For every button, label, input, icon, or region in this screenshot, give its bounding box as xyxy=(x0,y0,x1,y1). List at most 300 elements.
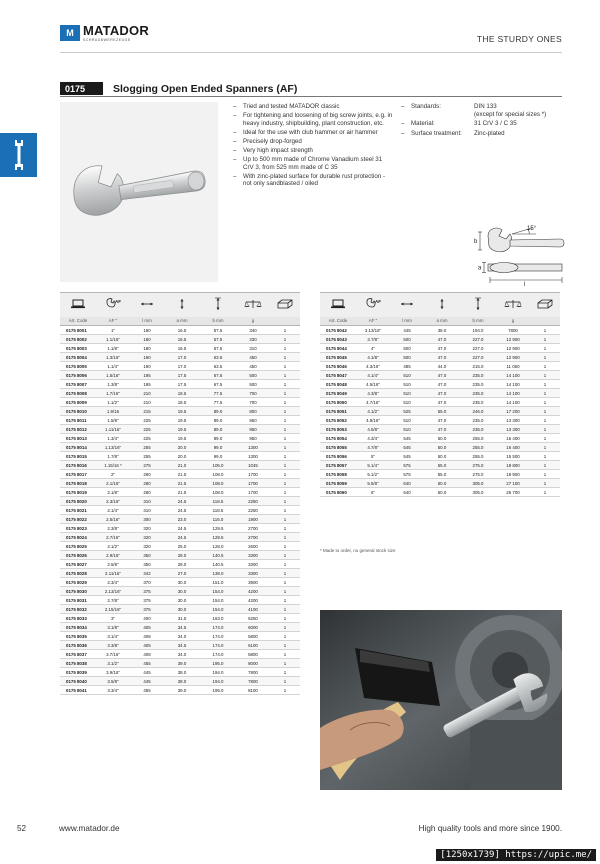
table-row xyxy=(320,353,560,362)
cell-qty: 1 xyxy=(270,659,300,668)
cell-length: 408 xyxy=(143,633,151,639)
cell-af: 4.1/2" xyxy=(356,407,390,416)
svg-text:AF: AF xyxy=(115,299,121,305)
cell-length: 375 xyxy=(143,597,151,603)
cell-length: 445 xyxy=(403,327,411,333)
table-row xyxy=(320,479,560,488)
cell-qty: 1 xyxy=(270,425,300,434)
cell-af: 5.1/2" xyxy=(367,471,379,477)
cell-qty: 1 xyxy=(543,453,547,459)
cell-code: 0175 8037 xyxy=(66,651,87,657)
cell-af: 3.7/16" xyxy=(106,651,120,657)
cell-af: 4.3/16" xyxy=(366,363,380,369)
cell-a: 44.0 xyxy=(437,363,447,369)
cell-qty: 1 xyxy=(530,443,560,452)
cell-qty: 1 xyxy=(283,489,287,495)
cell-af: 3" xyxy=(110,615,115,621)
cell-qty: 1 xyxy=(530,425,560,434)
cell-length: 510 xyxy=(403,399,411,405)
feature-item: – For tightening and loosening of big screw joints, e.g. in heavy industry, shipbuilding, plant construction, etc. xyxy=(233,112,393,127)
spec-surface xyxy=(401,130,571,138)
cell-qty: 1 xyxy=(270,335,300,344)
cell-weight: 500 xyxy=(236,371,270,380)
cell-b: 215.0 xyxy=(472,363,484,369)
cell-b: 154.0 xyxy=(212,597,224,603)
table-row xyxy=(60,686,300,695)
cell-b: 174.0 xyxy=(212,633,224,639)
cell-length: 190 xyxy=(130,353,164,362)
table-row xyxy=(60,488,300,497)
table-row xyxy=(60,569,300,578)
cell-b: 57.5 xyxy=(200,335,236,344)
cell-length: 455 xyxy=(130,659,164,668)
cell-af: 4.5/8" xyxy=(356,425,390,434)
cell-qty: 1 xyxy=(270,371,300,380)
cell-qty: 1 xyxy=(270,677,300,686)
cell-qty: 1 xyxy=(543,381,547,387)
cell-b: 128.0 xyxy=(212,543,224,549)
angle-label: 15° xyxy=(527,226,537,232)
table-row xyxy=(60,515,300,524)
cell-weight: 950 xyxy=(249,417,257,423)
cell-af: 4.7/8" xyxy=(356,443,390,452)
cell-code: 0175 8036 xyxy=(60,641,96,650)
cell-af: 1.1/16" xyxy=(96,335,130,344)
spec-material xyxy=(401,120,571,128)
cell-length: 510 xyxy=(403,381,411,387)
cell-qty: 1 xyxy=(283,687,287,693)
cell-qty: 1 xyxy=(530,407,560,416)
cell-length: 405 xyxy=(130,623,164,632)
cell-weight: 7800 xyxy=(236,677,270,686)
cell-weight: 8000 xyxy=(236,659,270,668)
cell-b: 246.0 xyxy=(460,407,496,416)
cell-b: 57.5 xyxy=(213,345,223,351)
cell-af: 4.1/8" xyxy=(356,353,390,362)
cell-code: 0175 8059 xyxy=(320,479,356,488)
cell-b: 194.0 xyxy=(200,677,236,686)
cell-weight: 330 xyxy=(236,335,270,344)
cell-a: 47.0 xyxy=(437,417,447,423)
cell-weight: 14 100 xyxy=(496,371,530,380)
cell-qty: 1 xyxy=(283,597,287,603)
cell-af: 3.13/16" xyxy=(364,327,382,333)
cell-qty: 1 xyxy=(543,345,547,351)
cell-b: 195.0 xyxy=(200,659,236,668)
table-row xyxy=(60,335,300,344)
cell-a: 21.5 xyxy=(164,479,200,488)
table-row xyxy=(320,488,560,497)
brand-subtitle: SCHRAUBWERKZEUGE xyxy=(83,38,131,42)
cell-a: 60.0 xyxy=(424,479,460,488)
cell-qty: 1 xyxy=(283,435,287,441)
cell-code: 0175 8005 xyxy=(66,363,87,369)
cell-code: 0175 8058 xyxy=(326,471,347,477)
table-header-row xyxy=(320,317,560,326)
cell-af: 2.7/16" xyxy=(96,533,130,542)
cell-b: 108.0 xyxy=(212,489,224,495)
cell-weight: 11 050 xyxy=(506,363,520,369)
cell-af: 2.1/8" xyxy=(107,489,119,495)
table-row xyxy=(60,605,300,614)
cell-code: 0175 8046 xyxy=(326,363,347,369)
cell-code: 0175 8012 xyxy=(60,425,96,434)
cell-qty: 1 xyxy=(270,605,300,614)
cell-code: 0175 8042 xyxy=(326,327,347,333)
cell-code: 0175 8055 xyxy=(320,443,356,452)
cell-b: 89.0 xyxy=(200,425,236,434)
cell-length: 190 xyxy=(143,363,151,369)
cell-weight: 3300 xyxy=(248,561,258,567)
cell-weight: 950 xyxy=(249,435,257,441)
cell-a: 34.5 xyxy=(164,623,200,632)
cell-weight: 1700 xyxy=(236,479,270,488)
cell-weight: 1900 xyxy=(236,515,270,524)
cell-weight: 2700 xyxy=(248,525,258,531)
col-header-qty xyxy=(530,317,560,326)
cell-weight: 310 xyxy=(249,345,257,351)
header-divider xyxy=(60,52,562,53)
cell-af: 4.3/8" xyxy=(356,389,390,398)
scale-icon xyxy=(496,293,530,317)
table-row xyxy=(60,407,300,416)
spec-label: – Surface treatment: xyxy=(401,130,474,138)
col-header-weight: g xyxy=(236,317,270,326)
table-row xyxy=(320,407,560,416)
col-header-b: b mm xyxy=(200,317,236,326)
cell-qty: 1 xyxy=(270,353,300,362)
cell-qty: 1 xyxy=(283,543,287,549)
cell-b: 255.0 xyxy=(472,435,484,441)
cell-code: 0175 8015 xyxy=(66,453,87,459)
cell-code: 0175 8043 xyxy=(320,335,356,344)
table-body xyxy=(60,326,300,695)
cell-code: 0175 8001 xyxy=(66,327,87,333)
cell-b: 118.5 xyxy=(212,507,224,513)
table-row xyxy=(60,497,300,506)
cell-code: 0175 8041 xyxy=(66,687,87,693)
cell-code: 0175 8034 xyxy=(60,623,96,632)
cell-length: 375 xyxy=(130,587,164,596)
cell-qty: 1 xyxy=(283,633,287,639)
cell-a: 20.0 xyxy=(164,443,200,452)
table-row xyxy=(60,677,300,686)
cell-weight: 3300 xyxy=(236,551,270,560)
cell-code: 0175 8004 xyxy=(60,353,96,362)
dim-label-l: l xyxy=(524,282,526,288)
section-title-bar xyxy=(60,82,562,95)
cell-qty: 1 xyxy=(543,471,547,477)
cell-code: 0175 8051 xyxy=(320,407,356,416)
cell-b: 140.5 xyxy=(200,551,236,560)
cell-qty: 1 xyxy=(270,569,300,578)
cell-qty: 1 xyxy=(543,399,547,405)
spec-label: – Material: xyxy=(401,120,474,128)
cell-b: 275.0 xyxy=(460,461,496,470)
cell-a: 34.0 xyxy=(177,651,187,657)
table-row xyxy=(60,596,300,605)
table-row xyxy=(320,416,560,425)
cell-a: 17.0 xyxy=(177,363,187,369)
cell-a: 21.5 xyxy=(177,471,187,477)
cell-length: 405 xyxy=(130,641,164,650)
cell-qty: 1 xyxy=(530,371,560,380)
cell-a: 20.0 xyxy=(177,453,187,459)
cell-length: 255 xyxy=(130,443,164,452)
cell-b: 89.0 xyxy=(200,407,236,416)
cell-weight: 1300 xyxy=(236,443,270,452)
cell-a: 30.0 xyxy=(164,605,200,614)
cell-weight: 2250 xyxy=(236,497,270,506)
cell-a: 50.0 xyxy=(437,453,447,459)
spec-label: – Standards: xyxy=(401,103,474,118)
footer-slogan: High quality tools and more since 1900. xyxy=(418,824,562,833)
table-row xyxy=(60,542,300,551)
cell-length: 320 xyxy=(143,543,151,549)
cell-code: 0175 8053 xyxy=(320,425,356,434)
table-row xyxy=(60,452,300,461)
length-arrow-icon xyxy=(390,293,424,317)
brand-logo-icon: M xyxy=(60,25,80,41)
table-row xyxy=(320,335,560,344)
spec-value: Zinc-plated xyxy=(474,129,505,137)
cell-af: 1.1/2" xyxy=(107,399,119,405)
cell-af: 1.1/8" xyxy=(107,345,119,351)
cell-af: 3.1/2" xyxy=(96,659,130,668)
scale-icon xyxy=(236,293,270,317)
table-row xyxy=(320,362,560,371)
product-image xyxy=(60,102,218,282)
cell-length: 400 xyxy=(143,615,151,621)
usage-photo xyxy=(320,610,562,790)
cell-af: 1.1/4" xyxy=(107,363,119,369)
table-row xyxy=(320,380,560,389)
table-row xyxy=(60,416,300,425)
table-row xyxy=(60,470,300,479)
cell-length: 195 xyxy=(143,381,151,387)
cell-qty: 1 xyxy=(270,407,300,416)
cell-length: 545 xyxy=(403,453,411,459)
laptop-icon xyxy=(320,293,356,317)
cell-af: 4.5/16" xyxy=(366,381,380,387)
cell-b: 194.0 xyxy=(212,669,224,675)
cell-weight: 4200 xyxy=(236,587,270,596)
cell-a: 24.5 xyxy=(177,525,187,531)
cell-weight: 1700 xyxy=(248,471,258,477)
cell-a: 47.0 xyxy=(424,371,460,380)
cell-weight: 950 xyxy=(236,425,270,434)
cell-af: 6" xyxy=(370,489,375,495)
table-row xyxy=(320,326,560,335)
table-row xyxy=(60,380,300,389)
cell-af: 1.9/16 xyxy=(96,407,130,416)
cell-qty: 1 xyxy=(283,363,287,369)
cell-a: 30.0 xyxy=(164,587,200,596)
cell-a: 16.5 xyxy=(177,345,187,351)
cell-a: 19.5 xyxy=(177,417,187,423)
cell-weight: 5800 xyxy=(248,651,258,657)
cell-qty: 1 xyxy=(270,479,300,488)
cell-code: 0175 8033 xyxy=(66,615,87,621)
cell-a: 55.0 xyxy=(424,461,460,470)
cell-qty: 1 xyxy=(270,443,300,452)
af-spanner-icon xyxy=(356,293,390,317)
cell-code: 0175 8025 xyxy=(66,543,87,549)
cell-a: 17.5 xyxy=(164,371,200,380)
cell-af: 5" xyxy=(370,453,375,459)
cell-code: 0175 8028 xyxy=(60,569,96,578)
cell-b: 163.0 xyxy=(212,615,224,621)
cell-a: 24.5 xyxy=(177,507,187,513)
cell-qty: 1 xyxy=(283,669,287,675)
cell-b: 63.5 xyxy=(213,363,223,369)
cell-af: 4.3/4" xyxy=(367,435,379,441)
cell-weight: 700 xyxy=(249,399,257,405)
cell-code: 0175 8027 xyxy=(66,561,87,567)
cell-code: 0175 8008 xyxy=(60,389,96,398)
cell-length: 500 xyxy=(390,353,424,362)
page-number: 52 xyxy=(17,824,27,833)
cell-weight: 500 xyxy=(249,381,257,387)
feature-item: – Tried and tested MATADOR classic xyxy=(233,103,393,111)
cell-b: 129.5 xyxy=(200,533,236,542)
height-arrow-icon xyxy=(200,293,236,317)
cell-qty: 1 xyxy=(530,461,560,470)
cell-qty: 1 xyxy=(283,453,287,459)
cell-qty: 1 xyxy=(270,515,300,524)
table-row xyxy=(60,479,300,488)
cell-weight: 3300 xyxy=(236,569,270,578)
section-title: Slogging Open Ended Spanners (AF) xyxy=(113,82,298,95)
cell-code: 0175 8003 xyxy=(66,345,87,351)
cell-code: 0175 8056 xyxy=(326,453,347,459)
cell-qty: 1 xyxy=(530,389,560,398)
cell-b: 195.0 xyxy=(212,687,224,693)
cell-code: 0175 8038 xyxy=(60,659,96,668)
cell-a: 19.5 xyxy=(164,407,200,416)
cell-weight: 1045 xyxy=(236,461,270,470)
col-header-af: AF " xyxy=(96,317,130,326)
cell-code: 0175 8049 xyxy=(320,389,356,398)
cell-weight: 13 300 xyxy=(496,425,530,434)
footer-link[interactable]: www.matador.de xyxy=(59,824,120,833)
cell-length: 225 xyxy=(130,425,164,434)
feature-item: – With zinc-plated surface for durable rust protection - not only sandblasted / oiled xyxy=(233,173,393,188)
cell-code: 0175 8024 xyxy=(60,533,96,542)
cell-weight: 7800 xyxy=(508,327,518,333)
cell-weight: 1300 xyxy=(248,453,258,459)
cell-a: 47.0 xyxy=(424,425,460,434)
table-row xyxy=(320,443,560,452)
feature-item: – Precisely drop-forged xyxy=(233,138,393,146)
cell-b: 255.0 xyxy=(460,443,496,452)
cell-b: 99.0 xyxy=(213,453,223,459)
cell-af: 1.7/8" xyxy=(107,453,119,459)
cell-af: 4.9/16" xyxy=(366,417,380,423)
dimension-diagram xyxy=(472,222,572,288)
cell-a: 21.5 xyxy=(177,489,187,495)
cell-length: 225 xyxy=(143,417,151,423)
cell-code: 0175 8019 xyxy=(66,489,87,495)
table-row xyxy=(60,587,300,596)
cell-code: 0175 8023 xyxy=(66,525,87,531)
cell-weight: 12 900 xyxy=(496,353,530,362)
cell-a: 28.0 xyxy=(177,561,187,567)
table-row xyxy=(60,533,300,542)
table-footnote: * Made to order, no general stock size xyxy=(320,548,396,553)
cell-length: 510 xyxy=(403,417,411,423)
cell-code: 0175 8044 xyxy=(326,345,347,351)
cell-code: 0175 8002 xyxy=(60,335,96,344)
cell-weight: 26 700 xyxy=(506,489,520,495)
thickness-arrow-icon xyxy=(164,293,200,317)
cell-b: 154.0 xyxy=(200,605,236,614)
cell-qty: 1 xyxy=(270,389,300,398)
cell-code: 0175 8009 xyxy=(66,399,87,405)
box-icon xyxy=(530,293,560,317)
cell-length: 210 xyxy=(143,399,151,405)
cell-a: 31.5 xyxy=(177,615,187,621)
cell-length: 180 xyxy=(130,335,164,344)
cell-af: 2.3/8" xyxy=(107,525,119,531)
table-row xyxy=(60,614,300,623)
cell-a: 60.0 xyxy=(437,489,447,495)
cell-weight: 4200 xyxy=(248,597,258,603)
spec-list xyxy=(401,103,571,139)
cell-qty: 1 xyxy=(543,363,547,369)
thickness-arrow-icon xyxy=(424,293,460,317)
table-row xyxy=(60,344,300,353)
cell-code: 0175 8029 xyxy=(66,579,87,585)
feature-item: – Ideal for the use with club hammer or air hammer xyxy=(233,129,393,137)
cell-qty: 1 xyxy=(283,417,287,423)
cell-code: 0175 8045 xyxy=(320,353,356,362)
cell-length: 455 xyxy=(143,687,151,693)
cell-qty: 1 xyxy=(283,381,287,387)
col-header-qty xyxy=(270,317,300,326)
cell-weight: 5800 xyxy=(248,633,258,639)
cell-length: 275 xyxy=(130,461,164,470)
cell-weight: 1700 xyxy=(248,489,258,495)
cell-af: 3.1/4" xyxy=(107,633,119,639)
cell-af: 1.13/16" xyxy=(96,443,130,452)
table-icon-row xyxy=(320,293,560,317)
feature-item: – Very high impact strength xyxy=(233,147,393,155)
dim-label-a: a xyxy=(478,265,482,272)
table-row xyxy=(60,461,300,470)
cell-af: 4.1/4" xyxy=(356,371,390,380)
table-row xyxy=(60,371,300,380)
cell-b: 118.5 xyxy=(200,497,236,506)
cell-weight: 700 xyxy=(236,389,270,398)
cell-b: 67.5 xyxy=(200,371,236,380)
length-arrow-icon xyxy=(130,293,164,317)
cell-a: 21.0 xyxy=(164,461,200,470)
cell-code: 0175 8011 xyxy=(66,417,87,423)
cell-length: 310 xyxy=(143,507,151,513)
cell-a: 38.0 xyxy=(164,677,200,686)
table-row xyxy=(320,389,560,398)
cell-qty: 1 xyxy=(530,479,560,488)
cell-af: 2.1/2" xyxy=(107,543,119,549)
table-row xyxy=(60,362,300,371)
cell-length: 280 xyxy=(130,479,164,488)
cell-length: 342 xyxy=(130,569,164,578)
cell-weight: 12 900 xyxy=(496,335,530,344)
cell-code: 0175 8048 xyxy=(326,381,347,387)
cell-af: 3.3/8" xyxy=(96,641,130,650)
cell-length: 370 xyxy=(143,579,151,585)
